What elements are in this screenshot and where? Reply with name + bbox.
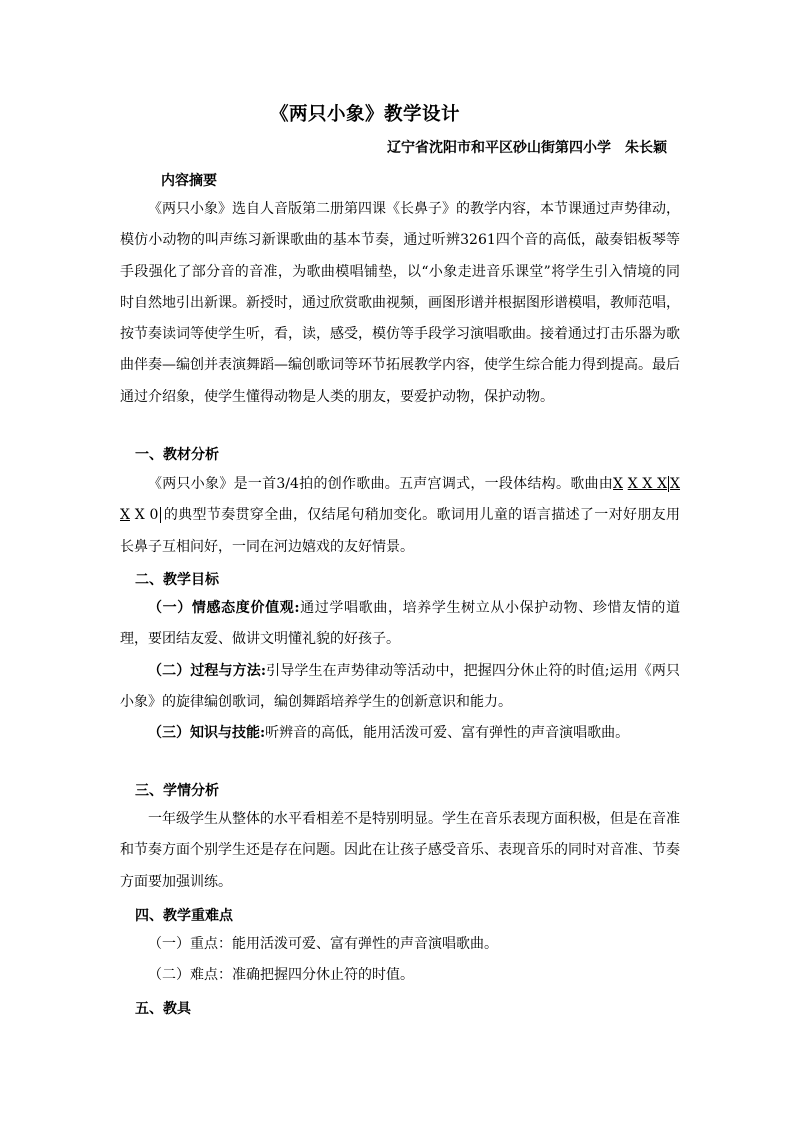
section-1-text-b: 的典型节奏贯穿全曲，仅结尾句稍加变化。歌词用儿童的语言描述了一对好朋友用长鼻子互相问好，一同在河边嬉戏的友好情景。 [120, 507, 681, 555]
rhythm-note-4: X 0 [134, 507, 159, 524]
goal-3-text: 听辨音的高低，能用活泼可爱、富有弹性的声音演唱歌曲。 [265, 725, 630, 741]
section-1-heading: 一、教材分析 [135, 447, 219, 463]
author-line: 辽宁省沈阳市和平区砂山街第四小学 朱长颖 [387, 140, 667, 156]
section-1-text-a: 《两只小象》是一首3/4拍的创作歌曲。五声宫调式，一段体结构。歌曲由 [148, 476, 614, 492]
summary-heading: 内容摘要 [161, 173, 217, 189]
difficult-point-item: （二）难点：准确把握四分休止符的时值。 [148, 967, 414, 983]
goal-2-text: 引导学生在声势律动等活动中，把握四分休止符的时值;运用《两只小象》的旋律编创歌词，编创舞蹈培养学生的创新意识和能力。 [120, 663, 681, 711]
goal-3-label: （三）知识与技能: [148, 725, 266, 741]
summary-paragraph: 《两只小象》选自人音版第二册第四课《长鼻子》的教学内容，本节课通过声势律动，模仿小动物的叫声练习新课歌曲的基本节奏，通过听辨3261四个音的高低，敲奏铝板琴等手段强化了部分音的音准，为歌曲模唱铺垫，以“小象走进音乐课堂”将学生引入情境的同时自然地引出新课。新授时，通过欣赏歌曲视频，画图形谱并根据图形谱模唱，教师范唱，按节奏读词等使学生听，看，读，感受，模仿等手段学习演唱歌曲。接着通过打击乐器为歌曲伴奏—编创并表演舞蹈—编创歌词等环节拓展教学内容，使学生综合能力得到提高。最后通过介绍象，使学生懂得动物是人类的朋友，要爱护动物，保护动物。 [120, 201, 680, 405]
goal-1-text: 通过学唱歌曲，培养学生树立从小保护动物、珍惜友情的道理，要团结友爱、做讲文明懂礼貌的好孩子。 [120, 600, 681, 648]
section-4-heading: 四、教学重难点 [135, 908, 233, 924]
goal-1-paragraph [120, 593, 680, 656]
section-1-paragraph [120, 469, 680, 563]
goal-2-paragraph [120, 656, 680, 719]
goal-3-paragraph [120, 718, 680, 749]
rhythm-note-3: X X [120, 476, 681, 524]
goal-1-label: （一）情感态度价值观: [148, 600, 300, 616]
rhythm-barline [160, 507, 161, 523]
section-3-heading: 三、学情分析 [135, 783, 219, 799]
rhythm-note-2: X X X [627, 476, 668, 492]
goal-2-label: （二）过程与方法: [148, 663, 267, 679]
rhythm-note-1: X [613, 476, 623, 492]
section-2-heading: 二、教学目标 [135, 572, 219, 588]
section-3-paragraph: 一年级学生从整体的水平看相差不是特别明显。学生在音乐表现方面积极，但是在音准和节奏方面个别学生还是存在问题。因此在让孩子感受音乐、表现音乐的同时对音准、节奏方面要加强训练。 [120, 811, 680, 890]
document-title: 《两只小象》教学设计 [270, 104, 461, 125]
key-point-item: （一）重点：能用活泼可爱、富有弹性的声音演唱歌曲。 [148, 936, 498, 952]
section-5-heading: 五、教具 [135, 1001, 191, 1017]
